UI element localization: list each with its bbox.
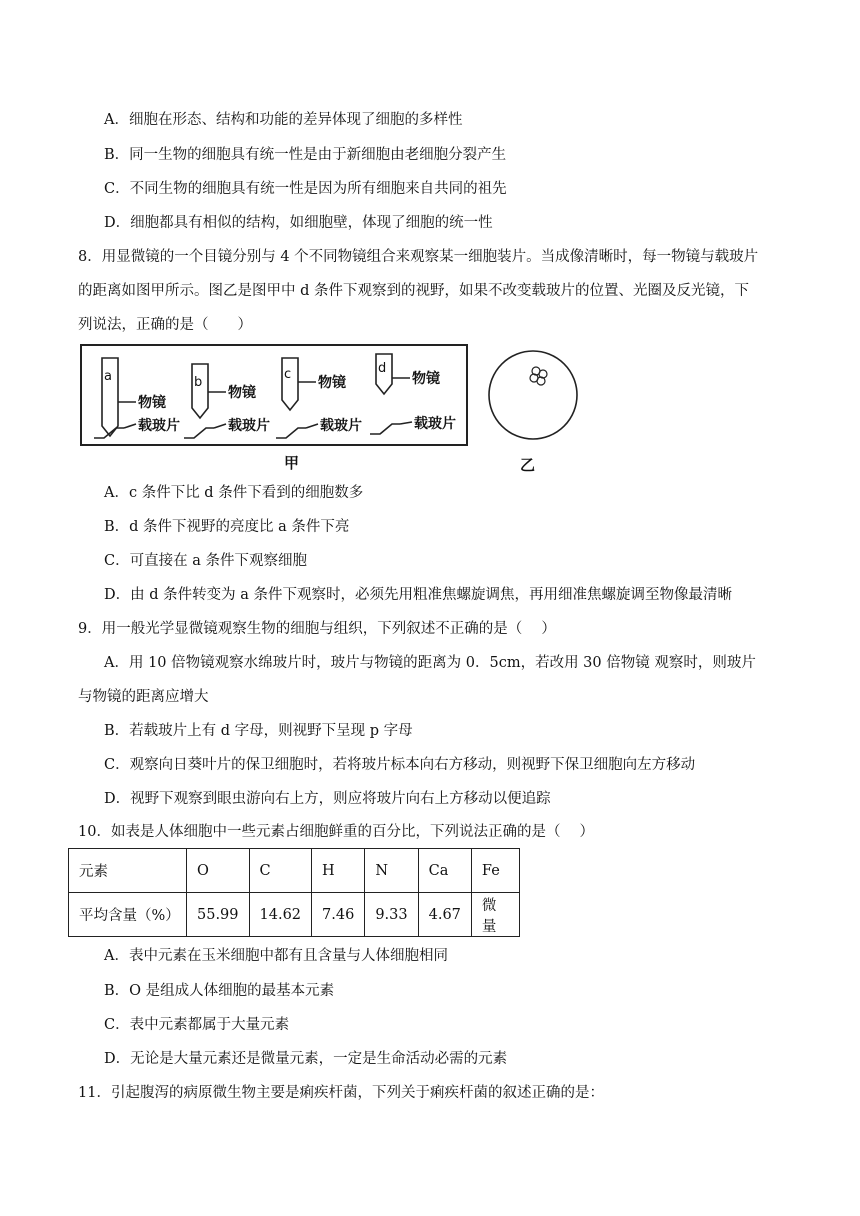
table-cell: 元素 — [69, 849, 187, 893]
objective-label-b: 物镜 — [228, 385, 256, 401]
q8-option-d: D．由 d 条件转变为 a 条件下观察时，必须先用粗准焦螺旋调焦，再用细准焦螺旋调至物像最清晰 — [104, 587, 732, 603]
lens-b-icon — [192, 364, 208, 418]
q8-stem-line-2: 的距离如图甲所示。图乙是图甲中 d 条件下观察到的视野，如果不改变载玻片的位置、光圈及反光镜，下 — [78, 283, 749, 299]
q9-option-a: A．用 10 倍物镜观察水绵玻片时，玻片与物镜的距离为 0．5cm，若改用 30 倍物镜 观察时，则玻片 — [104, 655, 756, 671]
table-cell: Fe — [471, 849, 519, 893]
lens-c-icon — [282, 358, 298, 410]
table-cell: 4.67 — [418, 893, 471, 937]
slide-label-d: 载玻片 — [414, 416, 456, 432]
table-cell: C — [249, 849, 312, 893]
table-cell: N — [365, 849, 418, 893]
q7-option-a: A．细胞在形态、结构和功能的差异体现了细胞的多样性 — [104, 112, 463, 128]
slide-label-c: 载玻片 — [320, 418, 362, 434]
q9-option-c: C．观察向日葵叶片的保卫细胞时，若将玻片标本向右方移动，则视野下保卫细胞向左方移动 — [104, 757, 696, 773]
table-cell: Ca — [418, 849, 471, 893]
table-cell: 55.99 — [187, 893, 250, 937]
slide-label-a: 载玻片 — [138, 418, 180, 434]
table-cell: 7.46 — [312, 893, 365, 937]
q7-option-b: B．同一生物的细胞具有统一性是由于新细胞由老细胞分裂产生 — [104, 147, 507, 163]
field-of-view-diagram — [480, 348, 586, 442]
q8-option-c: C．可直接在 a 条件下观察细胞 — [104, 553, 307, 569]
lens-label-c: c — [284, 367, 292, 382]
table-cell: 微量 — [471, 893, 519, 937]
table-cell: 14.62 — [249, 893, 312, 937]
q10-option-b: B．O 是组成人体细胞的最基本元素 — [104, 983, 335, 999]
table-row — [69, 893, 520, 937]
q10-option-a: A．表中元素在玉米细胞中都有且含量与人体细胞相同 — [104, 948, 448, 964]
table-cell: H — [312, 849, 365, 893]
q9-option-a-cont: 与物镜的距离应增大 — [78, 689, 209, 705]
q10-stem: 10．如表是人体细胞中一些元素占细胞鲜重的百分比，下列说法正确的是（ ） — [78, 824, 595, 840]
q8-stem-line-3: 列说法，正确的是（ ） — [78, 317, 252, 333]
q9-option-b: B．若载玻片上有 d 字母，则视野下呈现 p 字母 — [104, 723, 413, 739]
caption-jia: 甲 — [284, 454, 300, 472]
q9-stem: 9．用一般光学显微镜观察生物的细胞与组织，下列叙述不正确的是（ ） — [78, 621, 556, 637]
table-row — [69, 849, 520, 893]
q7-option-c: C．不同生物的细胞具有统一性是因为所有细胞来自共同的祖先 — [104, 181, 507, 197]
table-cell: 9.33 — [365, 893, 418, 937]
q9-option-d: D．视野下观察到眼虫游向右上方，则应将玻片向右上方移动以便追踪 — [104, 791, 551, 807]
cells-cluster-icon — [530, 367, 547, 385]
caption-yi: 乙 — [520, 456, 536, 474]
lens-label-d: d — [378, 361, 387, 376]
objective-lens-diagram — [80, 344, 470, 448]
q8-option-b: B．d 条件下视野的亮度比 a 条件下亮 — [104, 519, 350, 535]
slide-label-b: 载玻片 — [228, 418, 270, 434]
q10-option-d: D．无论是大量元素还是微量元素，一定是生命活动必需的元素 — [104, 1051, 508, 1067]
q7-option-d: D．细胞都具有相似的结构，如细胞壁，体现了细胞的统一性 — [104, 215, 493, 231]
objective-label-c: 物镜 — [318, 375, 346, 391]
q8-stem-line-1: 8．用显微镜的一个目镜分别与 4 个不同物镜组合来观察某一细胞装片。当成像清晰时，每一物镜与载玻片 — [78, 249, 759, 265]
lens-label-b: b — [194, 375, 203, 390]
q11-stem: 11．引起腹泻的病原微生物主要是痢疾杆菌，下列关于痢疾杆菌的叙述正确的是： — [78, 1085, 604, 1101]
objective-label-a: 物镜 — [138, 395, 166, 411]
element-content-table — [68, 848, 520, 937]
table-cell: 平均含量（%） — [69, 893, 187, 937]
objective-label-d: 物镜 — [412, 371, 440, 387]
table-cell: O — [187, 849, 250, 893]
q8-option-a: A．c 条件下比 d 条件下看到的细胞数多 — [104, 485, 364, 501]
q10-option-c: C．表中元素都属于大量元素 — [104, 1017, 290, 1033]
lens-label-a: a — [104, 369, 112, 384]
